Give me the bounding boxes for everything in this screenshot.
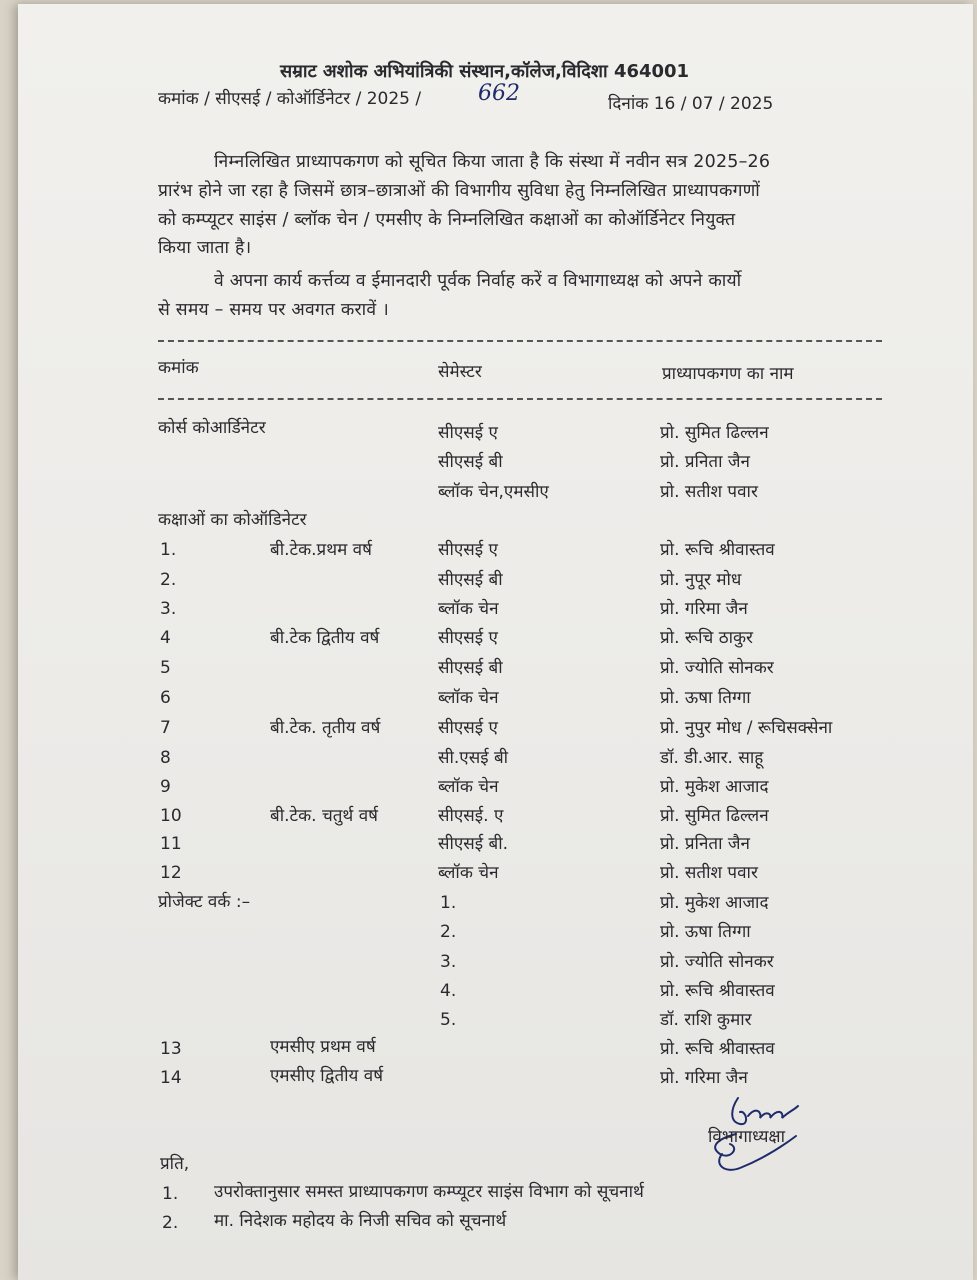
row-number: 8 (160, 748, 171, 768)
row-year: बी.टेक द्वितीय वर्ष (270, 628, 380, 648)
course-coordinator-name: प्रो. सतीश पवार (660, 482, 758, 502)
row-semester: सीएसई बी. (438, 834, 509, 854)
course-coordinator-label: कोर्स कोआर्डिनेटर (158, 418, 266, 438)
project-row-name: प्रो. ज्योति सोनकर (660, 952, 774, 972)
divider-line (158, 340, 882, 342)
project-row-number: 4. (440, 981, 457, 1001)
body-line: प्रारंभ होने जा रहा है जिसमें छात्र–छात्राओं की विभागीय सुविधा हेतु निम्नलिखित प्राध्यापकगणों (158, 181, 761, 201)
row-number: 14 (160, 1068, 182, 1088)
course-coordinator-name: प्रो. सुमित ढिल्लन (660, 423, 769, 443)
row-number: 1. (160, 540, 177, 560)
row-year: एमसीए द्वितीय वर्ष (270, 1066, 384, 1086)
project-row-name: प्रो. ऊषा तिग्गा (660, 922, 751, 942)
course-semester: सीएसई ए (438, 423, 498, 443)
row-name: प्रो. रूचि श्रीवास्तव (660, 540, 775, 560)
row-semester: ब्लॉक चेन (438, 688, 499, 708)
row-semester: सीएसई बी (438, 658, 503, 678)
row-number: 9 (160, 777, 171, 797)
class-coordinator-label: कक्षाओं का कोऑडिनेटर (158, 510, 307, 530)
row-semester: सीएसई बी (438, 570, 503, 590)
divider-line (158, 398, 882, 400)
project-row-number: 5. (440, 1010, 457, 1030)
row-semester: सीएसई. ए (438, 806, 504, 826)
row-year: बी.टेक. तृतीय वर्ष (270, 718, 381, 738)
row-semester: सीएसई ए (438, 540, 498, 560)
footer-item-number: 2. (162, 1213, 179, 1233)
row-number: 3. (160, 599, 177, 619)
signature-designation: विभागाध्यक्षा (708, 1127, 786, 1147)
footer-item-number: 1. (162, 1184, 179, 1204)
row-semester: ब्लॉक चेन (438, 599, 499, 619)
row-name: प्रो. सतीश पवार (660, 863, 758, 883)
prati-label: प्रति, (160, 1154, 190, 1174)
project-work-label: प्रोजेक्ट वर्क :– (158, 892, 251, 912)
row-name: प्रो. नुपुर मोध / रूचिसक्सेना (660, 718, 833, 738)
project-row-name: प्रो. रूचि श्रीवास्तव (660, 981, 775, 1001)
row-name: प्रो. ऊषा तिग्गा (660, 688, 751, 708)
row-number: 13 (160, 1039, 182, 1059)
row-number: 10 (160, 806, 182, 826)
row-semester: सीएसई ए (438, 628, 498, 648)
row-name: प्रो. सुमित ढिल्लन (660, 806, 769, 826)
course-semester: सीएसई बी (438, 452, 503, 472)
document-date: दिनांक 16 / 07 / 2025 (608, 94, 774, 114)
row-name: प्रो. गरिमा जैन (660, 599, 748, 619)
row-semester: सीएसई ए (438, 718, 498, 738)
row-name: प्रो. मुकेश आजाद (660, 777, 769, 797)
column-header-number: कमांक (158, 358, 199, 378)
project-row-name: डॉ. राशि कुमार (660, 1010, 752, 1030)
row-number: 12 (160, 863, 182, 883)
column-header-semester: सेमेस्टर (438, 362, 482, 382)
row-semester: ब्लॉक चेन (438, 777, 499, 797)
footer-item-text: उपरोक्तानुसार समस्त प्राध्यापकगण कम्प्यूटर साइंस विभाग को सूचनार्थ (214, 1182, 644, 1202)
row-number: 11 (160, 834, 182, 854)
row-name: डॉ. डी.आर. साहू (660, 748, 764, 768)
footer-item-text: मा. निदेशक महोदय के निजी सचिव को सूचनार्थ (214, 1211, 507, 1231)
body-line: निम्नलिखित प्राध्यापकगण को सूचित किया जाता है कि संस्था में नवीन सत्र 2025–26 (214, 152, 771, 172)
row-name: प्रो. प्रनिता जैन (660, 834, 750, 854)
row-name: प्रो. गरिमा जैन (660, 1068, 748, 1088)
body-line: वे अपना कार्य कर्त्तव्य व ईमानदारी पूर्वक निर्वाह करें व विभागाध्यक्ष को अपने कार्यो (214, 271, 742, 291)
project-row-number: 3. (440, 952, 457, 972)
column-header-name: प्राध्यापकगण का नाम (662, 364, 794, 384)
course-coordinator-name: प्रो. प्रनिता जैन (660, 452, 750, 472)
handwritten-ref-number: 662 (478, 81, 520, 106)
body-line: से समय – समय पर अवगत करावें । (158, 300, 389, 320)
row-semester: ब्लॉक चेन (438, 863, 499, 883)
project-row-name: प्रो. मुकेश आजाद (660, 893, 769, 913)
institute-title: सम्राट अशोक अभियांत्रिकी संस्थान,कॉलेज,विदिशा 464001 (280, 61, 690, 82)
row-name: प्रो. ज्योति सोनकर (660, 658, 774, 678)
row-year: एमसीए प्रथम वर्ष (270, 1037, 376, 1057)
project-row-number: 2. (440, 922, 457, 942)
row-number: 5 (160, 658, 171, 678)
row-semester: सी.एसई बी (438, 748, 509, 768)
row-year: बी.टेक.प्रथम वर्ष (270, 540, 372, 560)
row-number: 6 (160, 688, 171, 708)
body-line: किया जाता है। (158, 238, 252, 258)
row-name: प्रो. नुपूर मोध (660, 570, 742, 590)
row-number: 4 (160, 628, 171, 648)
body-line: को कम्प्यूटर साइंस / ब्लॉक चेन / एमसीए के निम्नलिखित कक्षाओं का कोऑर्डिनेटर नियुक्त (158, 210, 736, 230)
row-year: बी.टेक. चतुर्थ वर्ष (270, 806, 378, 826)
project-row-number: 1. (440, 893, 457, 913)
reference-prefix: कमांक / सीएसई / कोऑर्डिनेटर / 2025 / (158, 89, 422, 109)
row-name: प्रो. रूचि ठाकुर (660, 628, 753, 648)
row-number: 2. (160, 570, 177, 590)
row-name: प्रो. रूचि श्रीवास्तव (660, 1039, 775, 1059)
course-semester: ब्लॉक चेन,एमसीए (438, 482, 549, 502)
row-number: 7 (160, 718, 171, 738)
